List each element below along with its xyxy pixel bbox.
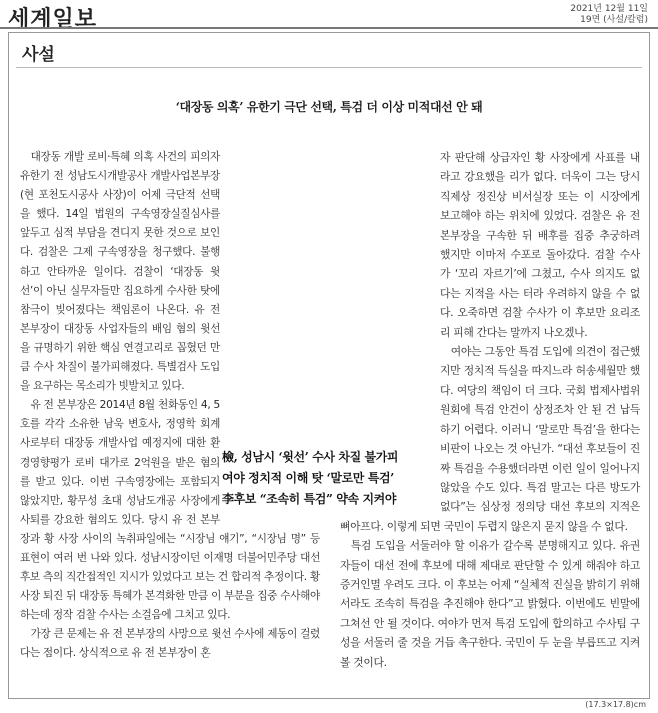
masthead-rule: [0, 27, 658, 29]
editorial-headline: ‘대장동 의혹’ 유한기 극단 선택, 특검 더 이상 미적대선 안 돼: [175, 100, 483, 114]
paragraph: 자 판단해 상급자인 황 사장에게 사표를 내라고 강요했을 리가 없다. 더욱이 그는 당시 직제상 정진상 비서실장 또는 이 시장에게 보고해야 하는 위치에 있었다. 검찰은 유 전 본부장을 구속한 뒤 배후를 집중 추궁하려 했지만 이마저 수포로 돌아갔다. 검찰 수사가 ‘꼬리 자르기’에 그쳤고, 수사 의지도 없다는 지적을 사는 터라 우려하지 않을 수 없다. 오죽하면 검찰 수사가 이 후보만 요리조리 피해 간다는 말까지 나오겠나.: [440, 151, 640, 339]
subheadline: 檢, 성남시 ‘윗선’ 수사 차질 불가피: [222, 450, 399, 464]
size-note: (17.3×17.8)cm: [585, 700, 646, 709]
paragraph: 특검 도입을 서둘러야 할 이유가 갈수록 분명해지고 있다. 유권자들이 대선 전에 후보에 대해 제대로 판단할 수 있게 해줘야 하고 증거인멸 우려도 크다. 이 후보는 어제 “실체적 진실을 밝히기 위해서라도 조속히 특검을 추진해야 한다”고 밝혔다. 이번에도 빈말에 그쳐선 안 될 것이다. 여야가 먼저 특검 도입에 합의하고 수사팀 구성을 서둘러 줄 것을 거듭 촉구한다. 국민이 두 눈을 부릅뜨고 지켜볼 것이다.: [340, 539, 640, 669]
paragraph: 가장 큰 문제는 유 전 본부장의 사망으로 윗선 수사에 제동이 걸렸다는 점이다. 상식적으로 유 전 본부장이 혼: [20, 628, 320, 660]
masthead-logo: 세계일보: [8, 7, 98, 32]
page-text: 19면 (사설/칼럼): [580, 15, 648, 25]
paragraph: 유 전 본부장은 2014년 8월 천화동인 4, 5호를 각각 소유한 남욱 변호사, 정영학 회계사로부터 대장동 개발사업 예정지에 대한 환경영향평가 로비 대가로 2억원을 받은 혐의를 받고 있다. 이번 구속영장에는 포함되지 않았지만, 황무성 초대 성남도개공 사장에게 사퇴를 강요한 혐의도 있다. 당시 유 전 본부장과 황 사장 사이의 녹취파일에는 “시장님 얘기”, “시장님 명” 등 표현이 여러 번 나와 있다. 성남시장이던 이재명 더불어민주당 대선 후보 측의 직간접적인 지시가 있었다고 보는 건 합리적 추정이다. 황 사장 퇴진 뒤 대장동 특혜가 본격화한 만큼 이 부분을 집중 수사해야 하는데 정작 검찰 수사는 소걸음에 그치고 있다.: [20, 399, 320, 622]
dateline: [570, 4, 648, 26]
section-label: 사설: [22, 45, 55, 65]
body-column-right: [340, 148, 640, 672]
subheadline: 여야 정치적 이해 탓 ‘말로만 특검’: [222, 471, 394, 485]
paragraph: 대장동 개발 로비·특혜 의혹 사건의 피의자 유한기 전 성남도시개발공사 개발사업본부장(현 포천도시공사 사장)이 어제 극단적 선택을 했다. 14일 법원의 구속영장실질심사를 앞두고 심적 부담을 견디지 못한 것으로 보인다. 검찰은 그제 구속영장을 청구했다. 불행하고 안타까운 일이다. 검찰이 ‘대장동 윗선’이 아닌 실무자들만 집요하게 수사한 탓에 참극이 빚어졌다는 책임론이 나온다. 유 전 본부장이 대장동 사업자들의 배임 혐의 윗선을 규명하기 위한 핵심 연결고리로 꼽혔던 만큼 수사 차질이 불가피해졌다. 특별검사 도입을 요구하는 목소리가 빗발치고 있다.: [20, 151, 220, 393]
subheadline-box: [222, 447, 444, 510]
date-text: 2021년 12월 11일: [570, 4, 648, 14]
paragraph: 여야는 그동안 특검 도입에 의견이 접근했지만 정치적 득실을 따지느라 허송세월만 했다. 여당의 책임이 더 크다. 국회 법제사법위원회에 특검 안건이 상정조차 안 된 건 납득하기 어렵다. 이러니 ‘말로만 특검’을 한다는 비판이 나오는 것 아닌가. “대선 후보들이 진짜 특검을 수용했더라면 이런 일이 일어나지 않았을 수도 있다. 특검 말고는 다른 방도가 없다”는 심상정 정의당 대선 후보의 지적은 뼈아프다. 이렇게 되면 국민이 두렵지 않은지 묻지 않을 수 없다.: [340, 345, 640, 533]
section-divider: [16, 67, 642, 68]
body-column-left: [20, 148, 320, 664]
subheadline: 李후보 “조속히 특검” 약속 지켜야: [222, 492, 397, 506]
